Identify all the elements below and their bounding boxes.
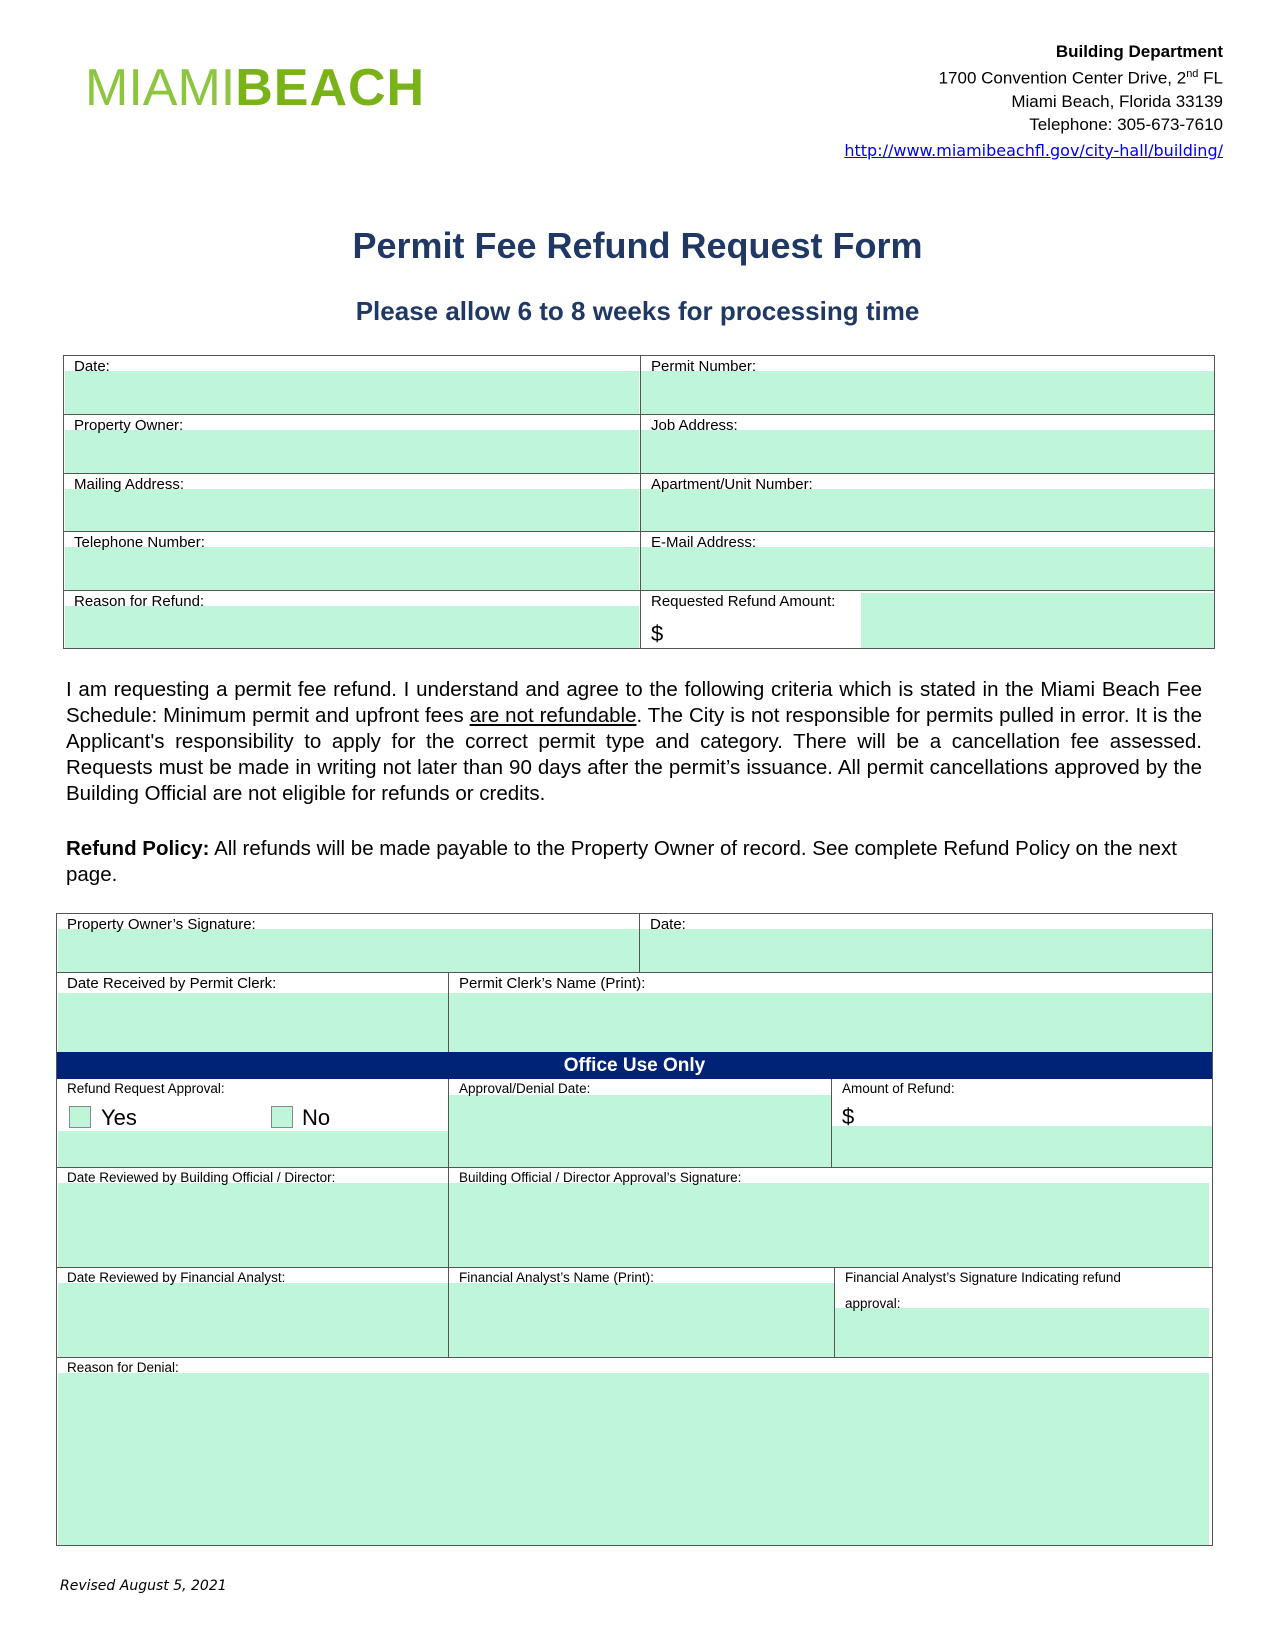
reviewed-official-cell: [57, 1168, 448, 1267]
clerk-name-cell: [449, 973, 1212, 1052]
department-info: [844, 40, 1223, 162]
property-owner-cell: [64, 415, 640, 473]
no-label: No: [302, 1105, 331, 1130]
reason-cell: [64, 591, 640, 648]
approval-date-field[interactable]: [449, 1095, 831, 1167]
date-field[interactable]: [65, 371, 639, 414]
owner-signature-label: Property Owner’s Signature:: [67, 916, 256, 933]
reason-denial-field[interactable]: [58, 1373, 1209, 1545]
department-address-1: [844, 63, 1223, 90]
date-label: Date:: [74, 358, 110, 375]
yes-checkbox[interactable]: [69, 1106, 91, 1128]
refund-amount-cell: [641, 591, 1214, 648]
job-address-cell: [641, 415, 1214, 473]
reviewed-official-label: Date Reviewed by Building Official / Director:: [67, 1170, 336, 1185]
revised-date: Revised August 5, 2021: [60, 1578, 227, 1594]
yes-label: Yes: [101, 1105, 137, 1130]
reviewed-analyst-field[interactable]: [58, 1283, 448, 1357]
telephone-label: Telephone Number:: [74, 534, 205, 551]
mailing-address-label: Mailing Address:: [74, 476, 185, 493]
mailing-address-cell: [64, 474, 640, 531]
apartment-unit-cell: [641, 474, 1214, 531]
approval-label: Refund Request Approval:: [67, 1081, 225, 1096]
reviewed-official-field[interactable]: [58, 1183, 448, 1267]
no-checkbox[interactable]: [271, 1106, 293, 1128]
amount-dollar-sign: $: [842, 1104, 855, 1129]
address-sup: nd: [1186, 68, 1199, 80]
telephone-field[interactable]: [65, 547, 639, 590]
refund-dollar-sign: $: [651, 621, 664, 646]
signature-date-cell: [640, 914, 1212, 972]
refund-amount-field[interactable]: [861, 593, 1214, 648]
address-suffix: FL: [1198, 68, 1223, 88]
owner-signature-field[interactable]: [58, 929, 639, 972]
analyst-signature-label-2: approval:: [845, 1296, 901, 1311]
email-field[interactable]: [641, 547, 1214, 590]
signature-form: [56, 913, 1213, 1546]
property-owner-label: Property Owner:: [74, 417, 184, 434]
apartment-unit-field[interactable]: [641, 489, 1214, 531]
refund-policy-text: All refunds will be made payable to the Property Owner of record. See complete Refund Policy on the next page.: [66, 837, 1177, 886]
criteria-paragraph: [66, 677, 1202, 807]
reviewed-analyst-cell: [57, 1268, 448, 1357]
clerk-name-field[interactable]: [449, 993, 1212, 1052]
miami-beach-logo: [85, 58, 425, 118]
analyst-signature-cell: [835, 1268, 1212, 1357]
department-name: Building Department: [1055, 42, 1223, 61]
analyst-name-cell: [449, 1268, 834, 1357]
clerk-name-label: Permit Clerk’s Name (Print):: [459, 975, 646, 992]
reason-field[interactable]: [65, 606, 639, 648]
address-line-1: 1700 Convention Center Drive, 2: [938, 68, 1187, 88]
applicant-form: [63, 355, 1215, 649]
refund-policy-label: Refund Policy:: [66, 837, 210, 860]
department-address-2: Miami Beach, Florida 33139: [1011, 91, 1223, 111]
reviewed-analyst-label: Date Reviewed by Financial Analyst:: [67, 1270, 286, 1285]
email-label: E-Mail Address:: [651, 534, 757, 551]
approval-cell: [57, 1079, 448, 1167]
date-received-label: Date Received by Permit Clerk:: [67, 975, 277, 992]
official-signature-cell: [449, 1168, 1212, 1267]
signature-date-label: Date:: [650, 916, 686, 933]
logo-miami: MIAMI: [85, 59, 236, 117]
reason-denial-cell: [57, 1358, 1212, 1545]
approval-field: [58, 1131, 448, 1167]
amount-label: Amount of Refund:: [842, 1081, 955, 1096]
criteria-text-1: I am requesting a permit fee refund. I understand and agree to the following criteria which is stated in the Miami Beach Fee Schedule: Minimum permit and upfront fees: [66, 678, 1202, 727]
reason-label: Reason for Refund:: [74, 593, 205, 610]
amount-field[interactable]: [832, 1126, 1212, 1167]
refund-amount-label: Requested Refund Amount:: [651, 593, 836, 610]
office-use-bar: Office Use Only: [57, 1052, 1212, 1079]
analyst-signature-label-1: Financial Analyst’s Signature Indicating refund: [845, 1270, 1121, 1285]
analyst-name-label: Financial Analyst’s Name (Print):: [459, 1270, 654, 1285]
criteria-underlined: are not refundable: [469, 704, 637, 727]
date-received-field[interactable]: [58, 993, 448, 1052]
job-address-field[interactable]: [641, 430, 1214, 473]
mailing-address-field[interactable]: [65, 489, 639, 531]
email-cell: [641, 532, 1214, 590]
criteria-text-2: . The City is not responsible for permits pulled in error. It is the Applicant's responsibility to apply for the correct permit type and category. There will be a cancellation fee assessed. Requests must be made in writing not later than 90 days after the permit’s issuance. All permit cancellations approved by the Building Official are not eligible for refunds or credits.: [66, 704, 1202, 805]
job-address-label: Job Address:: [651, 417, 738, 434]
logo-beach: BEACH: [235, 59, 426, 117]
department-telephone: Telephone: 305-673-7610: [1029, 114, 1223, 134]
permit-number-field[interactable]: [641, 371, 1214, 414]
official-signature-field[interactable]: [449, 1183, 1209, 1267]
page-title: Permit Fee Refund Request Form: [352, 225, 923, 266]
page-subtitle: Please allow 6 to 8 weeks for processing time: [355, 296, 920, 326]
analyst-signature-field[interactable]: [835, 1308, 1209, 1357]
analyst-name-field[interactable]: [449, 1283, 834, 1357]
owner-signature-cell: [57, 914, 639, 972]
apartment-unit-label: Apartment/Unit Number:: [651, 476, 813, 493]
permit-number-label: Permit Number:: [651, 358, 757, 375]
date-received-cell: [57, 973, 448, 1052]
signature-date-field[interactable]: [640, 929, 1212, 972]
amount-cell: [832, 1079, 1212, 1167]
permit-number-cell: [641, 356, 1214, 414]
date-cell: [64, 356, 640, 414]
official-signature-label: Building Official / Director Approval’s Signature:: [459, 1170, 742, 1185]
refund-policy: [66, 836, 1202, 888]
telephone-cell: [64, 532, 640, 590]
department-url-link[interactable]: http://www.miamibeachfl.gov/city-hall/building/: [844, 140, 1223, 160]
approval-date-label: Approval/Denial Date:: [459, 1081, 591, 1096]
property-owner-field[interactable]: [65, 430, 639, 473]
reason-denial-label: Reason for Denial:: [67, 1360, 179, 1375]
approval-date-cell: [449, 1079, 831, 1167]
